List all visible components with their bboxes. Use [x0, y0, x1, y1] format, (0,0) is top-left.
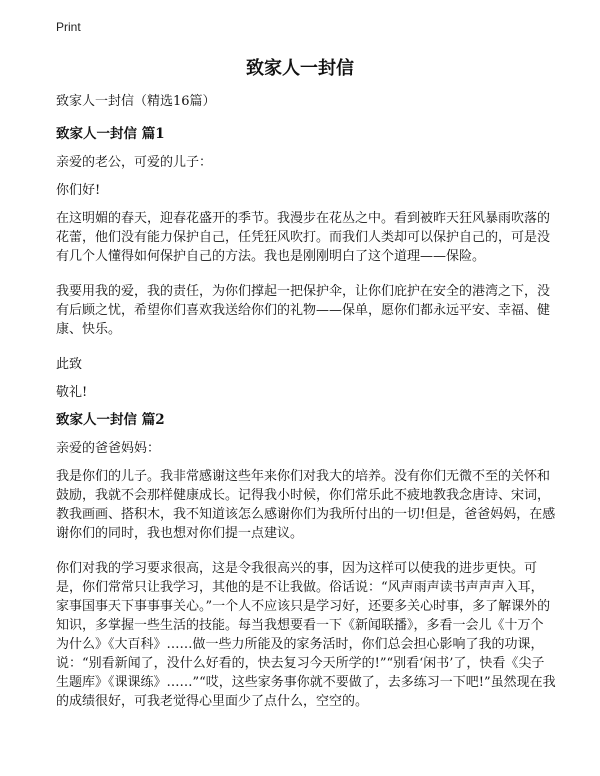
print-link[interactable]: Print — [56, 20, 81, 34]
document-subtitle: 致家人一封信（精选16篇） — [56, 94, 216, 109]
page-title: 致家人一封信 — [246, 58, 354, 79]
body-paragraph: 在这明媚的春天，迎春花盛开的季节。我漫步在花丛之中。看到被昨天狂风暴雨吹落的花蕾，他们没有能力保护自己，任凭狂风吹打。而我们人类却可以保护自己的，可是没有几个人懂得如何保护自己的方法。我也是刚刚明白了这个道理——保险。 — [56, 211, 551, 264]
body-paragraph: 你们对我的学习要求很高，这是令我很高兴的事，因为这样可以使我的进步更快。可是，你们常常只让我学习，其他的是不让我做。俗话说：“风声雨声读书声声声入耳，家事国事天下事事事关心。”一个人不应该只是学习好，还要多关心时事，多了解课外的知识，多掌握一些生活的技能。每当我想要看一下《新闻联播》，多看一会儿《十万个为什么》《大百科》……做一些力所能及的家务活时，你们总会担心影响了我的功课，说：“别看新闻了，没什么好看的，快去复习今天所学的!”“别看‘闲书’了，快看《尖子生题库》《课课练》……”“哎，这些家务事你就不要做了，去多练习一下吧!”虽然现在我的成绩很好，可我老觉得心里面少了点什么，空空的。 — [56, 561, 556, 709]
salutation: 亲爱的老公，可爱的儿子： — [56, 155, 213, 170]
body-paragraph: 我是你们的儿子。我非常感谢这些年来你们对我大的培养。没有你们无微不至的关怀和鼓励，我就不会那样健康成长。记得我小时候，你们常乐此不疲地教我念唐诗、宋词，教我画画、搭积木，我不知道该怎么感谢你们为我所付出的一切!但是，爸爸妈妈，在感谢你们的同时，我也想对你们提一点建议。 — [56, 469, 556, 541]
salutation: 亲爱的爸爸妈妈： — [56, 441, 161, 456]
document-body — [56, 92, 556, 720]
section-heading: 致家人一封信 篇1 — [56, 126, 165, 142]
section-heading: 致家人一封信 篇2 — [56, 412, 165, 428]
closing-line: 此致 — [56, 357, 83, 372]
greeting: 你们好! — [56, 183, 101, 198]
closing-line: 敬礼! — [56, 385, 88, 400]
body-paragraph: 我要用我的爱，我的责任，为你们撑起一把保护伞，让你们庇护在安全的港湾之下，没有后顾之忧，希望你们喜欢我送给你们的礼物——保单，愿你们都永远平安、幸福、健康、快乐。 — [56, 284, 551, 337]
